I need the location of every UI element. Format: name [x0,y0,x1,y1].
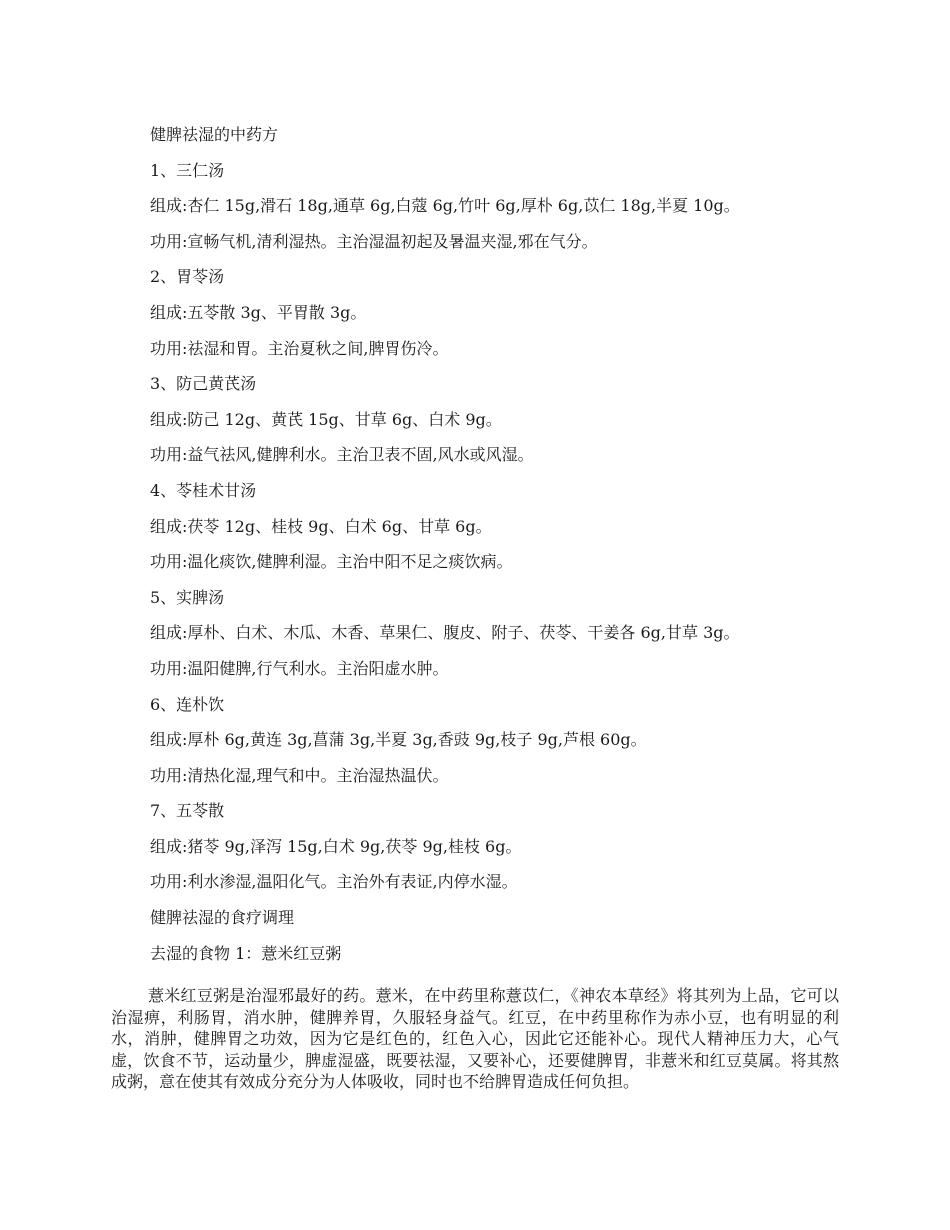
recipe-composition: 组成:五苓散 3g、平胃散 3g。 [150,302,367,322]
recipe-heading: 4、苓桂术甘汤 [150,480,257,500]
recipe-composition: 组成:猪苓 9g,泽泻 15g,白术 9g,茯苓 9g,桂枝 6g。 [150,836,522,856]
recipe-heading: 5、实脾汤 [150,587,225,607]
recipe-effect: 功用:益气祛风,健脾利水。主治卫表不固,风水或风湿。 [150,445,534,465]
recipe-heading: 3、防己黄芪汤 [150,374,257,394]
recipe-composition: 组成:厚朴、白术、木瓜、木香、草果仁、腹皮、附子、茯苓、干姜各 6g,甘草 3g。 [150,623,740,643]
diet-section-title: 健脾祛湿的食疗调理 [150,908,295,928]
recipe-heading: 7、五苓散 [150,801,225,821]
recipe-effect: 功用:清热化湿,理气和中。主治湿热温伏。 [150,765,449,785]
food-title: 去湿的食物 1：薏米红豆粥 [150,943,342,963]
section-title: 健脾祛湿的中药方 [150,125,279,144]
recipe-effect: 功用:利水渗湿,温阳化气。主治外有表证,内停水湿。 [150,872,518,892]
recipe-effect: 功用:温阳健脾,行气利水。主治阳虚水肿。 [150,658,449,678]
recipe-composition: 组成:防己 12g、黄芪 15g、甘草 6g、白术 9g。 [150,409,502,429]
recipe-composition: 组成:厚朴 6g,黄连 3g,菖蒲 3g,半夏 3g,香豉 9g,枝子 9g,芦根 60g。 [150,730,647,750]
text-lines [150,124,850,978]
recipe-effect: 功用:祛湿和胃。主治夏秋之间,脾胃伤冷。 [150,338,449,358]
recipe-composition: 组成:茯苓 12g、桂枝 9g、白术 6g、甘草 6g。 [150,516,492,536]
recipe-heading: 1、三仁汤 [150,160,225,180]
recipe-heading: 6、连朴饮 [150,694,225,714]
recipe-effect: 功用:温化痰饮,健脾利湿。主治中阳不足之痰饮病。 [150,552,513,572]
recipe-heading: 2、胃苓汤 [150,267,225,287]
recipe-effect: 功用:宣畅气机,清利湿热。主治湿温初起及暑温夹湿,邪在气分。 [150,231,598,251]
recipe-composition: 组成:杏仁 15g,滑石 18g,通草 6g,白蔻 6g,竹叶 6g,厚朴 6g,苡仁 18g,半夏 10g。 [150,196,740,216]
body-paragraph: 薏米红豆粥是治湿邪最好的药。薏米，在中药里称薏苡仁，《神农本草经》将其列为上品，它可以治湿痹，利肠胃，消水肿，健脾养胃，久服轻身益气。红豆，在中药里称作为赤小豆，也有明显的利水，消肿，健脾胃之功效，因为它是红色的，红色入心，因此它还能补心。现代人精神压力大，心气虚，饮食不节，运动量少，脾虚湿盛，既要祛湿，又要补心，还要健脾胃，非薏米和红豆莫属。将其熬成粥，意在使其有效成分充分为人体吸收，同时也不给脾胃造成任何负担。 [111,986,839,1091]
